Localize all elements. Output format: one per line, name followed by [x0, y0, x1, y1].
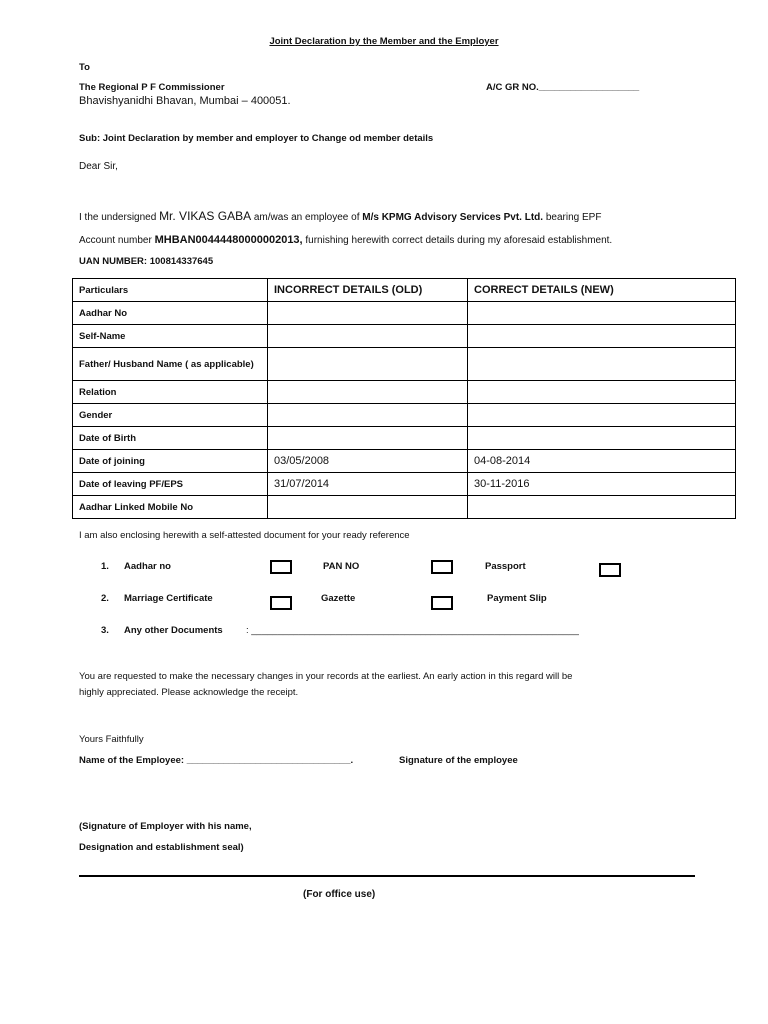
passport-checkbox[interactable]: [599, 563, 621, 577]
other-documents-label: Any other Documents: [124, 625, 223, 636]
new-value: [468, 404, 736, 427]
declaration-line-2: [79, 234, 612, 246]
divider: [79, 875, 695, 877]
table-row: [73, 381, 736, 404]
declaration-line-1: [79, 209, 601, 223]
old-value: [268, 404, 468, 427]
old-value: [268, 381, 468, 404]
office-use-label: (For office use): [303, 889, 376, 900]
employer-signature-line-2: Designation and establishment seal): [79, 842, 244, 853]
row-label: Gender: [73, 404, 268, 427]
new-value: 04-08-2014: [468, 450, 736, 473]
item-number: 2.: [101, 593, 109, 604]
new-value: 30-11-2016: [468, 473, 736, 496]
row-label: Self-Name: [73, 325, 268, 348]
row-label: Aadhar No: [73, 302, 268, 325]
old-value: 31/07/2014: [268, 473, 468, 496]
marriage-certificate-checkbox[interactable]: [270, 596, 292, 610]
old-value: 03/05/2008: [268, 450, 468, 473]
table-row: [73, 450, 736, 473]
ac-gr-no: A/C GR NO.___________________: [486, 82, 640, 93]
new-value: [468, 427, 736, 450]
passport-label: Passport: [485, 561, 526, 572]
table-row: [73, 427, 736, 450]
row-label: Date of leaving PF/EPS: [73, 473, 268, 496]
old-value: [268, 302, 468, 325]
new-value: [468, 325, 736, 348]
para-text: I the undersigned: [79, 212, 160, 223]
col-header-old: INCORRECT DETAILS (OLD): [268, 279, 468, 302]
table-row: [73, 325, 736, 348]
para-text: am/was an employee of: [251, 212, 363, 223]
table-row: [73, 404, 736, 427]
employer-signature-line-1: (Signature of Employer with his name,: [79, 821, 252, 832]
enclosing-text: I am also enclosing herewith a self-attested document for your ready reference: [79, 530, 410, 541]
para-text: bearing EPF: [543, 212, 602, 223]
addressee: The Regional P F Commissioner: [79, 82, 225, 93]
closing: Yours Faithfully: [79, 734, 144, 745]
address: Bhavishyanidhi Bhavan, Mumbai – 400051.: [79, 95, 291, 107]
row-label: Date of joining: [73, 450, 268, 473]
row-label: Father/ Husband Name ( as applicable): [73, 348, 268, 381]
document-title: Joint Declaration by the Member and the Employer: [269, 36, 499, 47]
other-documents-field[interactable]: : ______________________________________________________________: [246, 625, 579, 636]
item-number: 3.: [101, 625, 109, 636]
details-table: [72, 278, 736, 519]
col-header-new: CORRECT DETAILS (NEW): [468, 279, 736, 302]
employee-name-field[interactable]: Name of the Employee: _______________________________.: [79, 755, 354, 766]
old-value: [268, 496, 468, 519]
row-label: Relation: [73, 381, 268, 404]
salutation: Dear Sir,: [79, 161, 118, 172]
gazette-label: Gazette: [321, 593, 356, 604]
table-row: [73, 302, 736, 325]
old-value: [268, 427, 468, 450]
new-value: [468, 302, 736, 325]
aadhar-no-label: Aadhar no: [124, 561, 171, 572]
subject-line: Sub: Joint Declaration by member and employer to Change od member details: [79, 133, 434, 144]
table-row: [73, 496, 736, 519]
new-value: [468, 381, 736, 404]
para-text: Account number: [79, 235, 155, 246]
request-line-1: You are requested to make the necessary changes in your records at the earliest. An early action in this regard will be: [79, 671, 573, 682]
row-label: Date of Birth: [73, 427, 268, 450]
old-value: [268, 348, 468, 381]
new-value: [468, 348, 736, 381]
to-label: To: [79, 62, 90, 73]
new-value: [468, 496, 736, 519]
para-text: furnishing herewith correct details during my aforesaid establishment.: [302, 235, 613, 246]
member-name: Mr. VIKAS GABA: [159, 209, 252, 223]
table-header-row: [73, 279, 736, 302]
pan-no-label: PAN NO: [323, 561, 360, 572]
gazette-checkbox[interactable]: [431, 596, 453, 610]
payment-slip-label: Payment Slip: [487, 593, 547, 604]
row-label: Aadhar Linked Mobile No: [73, 496, 268, 519]
table-row: [73, 348, 736, 381]
aadhar-no-checkbox[interactable]: [270, 560, 292, 574]
request-line-2: highly appreciated. Please acknowledge the receipt.: [79, 687, 299, 698]
table-row: [73, 473, 736, 496]
old-value: [268, 325, 468, 348]
col-header-particulars: Particulars: [73, 279, 268, 302]
epf-account-number: MHBAN00444480000002013,: [154, 234, 303, 246]
company-name: M/s KPMG Advisory Services Pvt. Ltd.: [362, 212, 544, 223]
uan-number: UAN NUMBER: 100814337645: [79, 256, 214, 267]
employee-signature-label: Signature of the employee: [399, 755, 518, 766]
marriage-certificate-label: Marriage Certificate: [124, 593, 213, 604]
item-number: 1.: [101, 561, 109, 572]
pan-no-checkbox[interactable]: [431, 560, 453, 574]
